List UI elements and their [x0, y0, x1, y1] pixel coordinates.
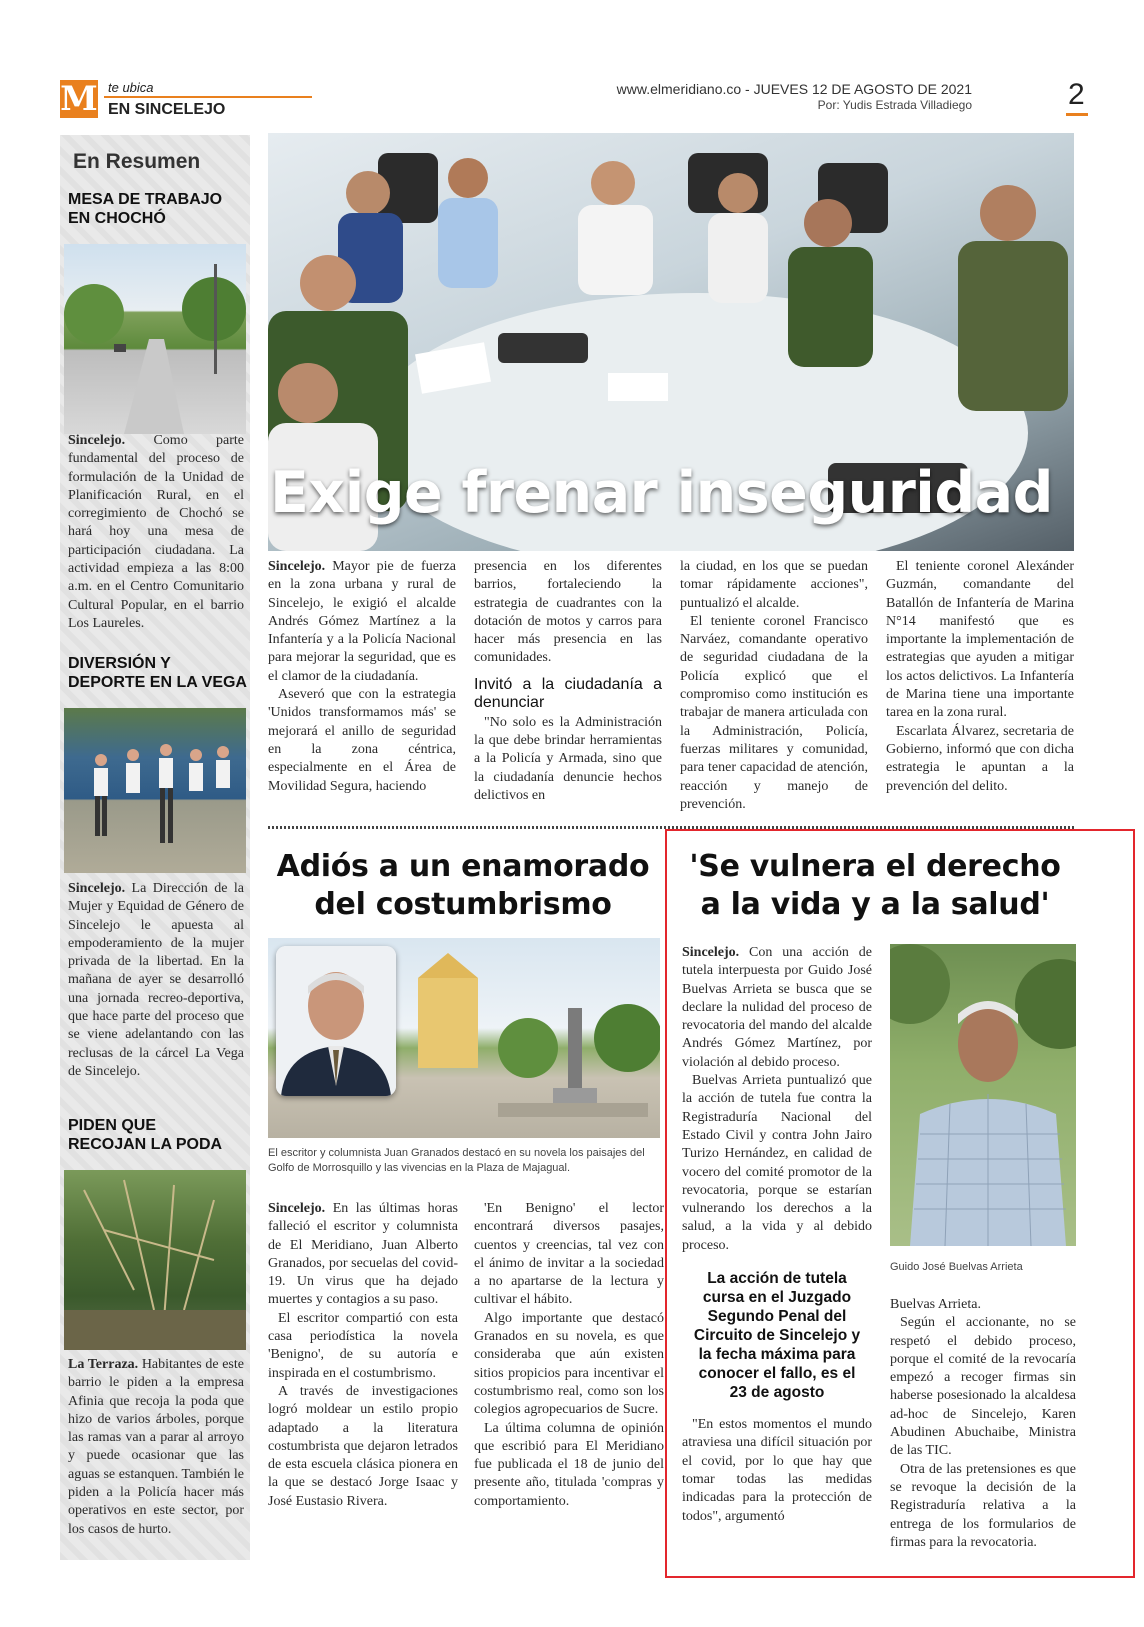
sidebar-item-text: Sincelejo. Como parte fundamental del proceso de formulación de la Unidad de Planificación Rural, en el corregimiento de Chochó se hará hoy una mesa de participación ciudadana. La actividad empieza a las 8:00 a.m. en el Centro Comunitario Cultural Popular, en el barrio Los Laureles.: [68, 433, 244, 631]
el-meridiano-logo: M: [60, 79, 98, 119]
guido-buelvas-photo: [890, 944, 1076, 1246]
site-date: www.elmeridiano.co - JUEVES 12 DE AGOSTO DE 2021: [616, 81, 972, 97]
story2-caption: El escritor y columnista Juan Granados destacó en su novela los paisajes del Golfo de Morrosquillo y las vivencias en la Plaza de Majagual.: [268, 1147, 645, 1174]
sidebar-item-text: Sincelejo. La Dirección de la Mujer y Equidad de Género de Sincelejo le apuesta al empoderamiento de la mujer privada de la libertad. En la mañana de ayer se desarrolló una jornada recreo-deportiva, que hace parte del proceso que se viene adelantando con las reclusas de la cárcel La Vega de Sincelejo.: [68, 881, 244, 1079]
juan-granados-portrait: [276, 946, 396, 1096]
sidebar-title: En Resumen: [73, 150, 201, 173]
sidebar-item-heading: PIDEN QUE RECOJAN LA PODA: [68, 1117, 223, 1153]
street-photo: [64, 244, 246, 434]
main-story-column-3: la ciudad, en los que se puedan tomar rápidamente acciones", puntualizó el alcalde. El teniente coronel Francisco Narváez, comandante operativo de seguridad ciudadana de la Policía explicó que el compromiso como institución es trabajar de manera articulada con la Administración, Policía, fuerzas militares y comunidad, para tener capacidad de atención, reacción y manejo de prevención.: [680, 559, 868, 812]
main-story-subhead: Invitó a la ciudadanía a denunciar: [474, 675, 662, 711]
story3-headline: 'Se vulnera el derecho a la vida y a la salud': [689, 849, 1061, 922]
main-story-column-2: presencia en los diferentes barrios, fortaleciendo la estrategia de cuadrantes con la dotación de motos y carros para hacer más presencia en las comunidades. Invitó a la ciudadanía a denunciar "No solo es la Administración la que debe brindar herramientas a la Policía y Armada, sino que la ciudadanía denuncie hechos delictivos en: [474, 559, 662, 803]
sidebar-item-heading: DIVERSIÓN Y DEPORTE EN LA VEGA: [68, 655, 247, 691]
story3-pullquote: La acción de tutela cursa en el Juzgado Segundo Penal del Circuito de Sincelejo y la fecha máxima para conocer el fallo, es el 23 de agosto: [693, 1270, 861, 1402]
section-tag: te ubica: [108, 80, 154, 95]
sidebar-item-text: La Terraza. Habitantes de este barrio le piden a la empresa Afinia que recoja la poda que hizo de varios árboles, porque las ramas van a parar al arroyo y puede ocasionar que las aguas se estanquen. También le piden a la Policía hacer más operativos en este sector, por los casos de hurto.: [68, 1357, 244, 1537]
story2-headline: Adiós a un enamorado del costumbrismo: [276, 849, 650, 922]
main-story-column-1: Sincelejo. Mayor pie de fuerza en la zona urbana y rural de Sincelejo, le exigió el alcalde Andrés Gómez Martínez a la Infantería y a la Policía Nacional para mejorar la seguridad, que es el clamor de la ciudadanía. Aseveró que con la estrategia 'Unidos transformamos más' se mejorará el anillo de seguridad en la zona céntrica, especialmente en el Área de Movilidad Segura, haciendo: [268, 559, 456, 794]
plaza-photo: [268, 938, 660, 1138]
women-exercise-photo: [64, 708, 246, 873]
sidebar-item-heading: MESA DE TRABAJO EN CHOCHÓ: [68, 191, 223, 227]
main-story-column-4: El teniente coronel Alexánder Guzmán, comandante del Batallón de Infantería de Marina N°14 manifestó que es importante la implementación de estrategias que ayuden a mitigar los actos delictivos. La Infantería de Marina tiene una importante tarea en la zona rural. Escarlata Álvarez, secretaria de Gobierno, informó que con dicha estrategia le apuntan a la prevención del delito.: [886, 559, 1074, 794]
byline: Por: Yudis Estrada Villadiego: [817, 98, 972, 112]
main-headline: Exige frenar inseguridad: [270, 460, 1053, 526]
story2-column-1: Sincelejo. En las últimas horas falleció el escritor y columnista de El Meridiano, Juan Alberto Granados, por secuelas del covid-19. Un virus que ha dejado muertes y contagios a su paso. El escritor compartió con esta casa periodística la novela 'Benigno', de su autoría e inspirada en el costumbrismo. A través de investigaciones logró moldear un estilo propio adaptado a la literatura costumbrista que dejaron letrados de esta escuela clásica pionera en la que se destacó Jorge Isaac y José Eustasio Rivera.: [268, 1201, 458, 1509]
story3-column-1: Sincelejo. Con una acción de tutela interpuesta por Guido José Buelvas Arrieta se busca que se declare la nulidad del proceso de revocatoria del mando del alcalde Andrés Gómez Martínez, por violación al debido proceso. Buelvas Arrieta puntualizó que la acción de tutela fue contra la Registraduría Nacional del Estado Civil y contra John Jairo Turizo Hernández, en calidad de vocero del comité promotor de la revocatoria, porque se estarían vulnerando los derechos a la salud, a la vida y al debido proceso. La acción de tutela cursa en el Juzgado Segundo Penal del Circuito de Sincelejo y la fecha máxima para conocer el fallo, es el 23 de agosto "En estos momentos el mundo atraviesa una difícil situación por el covid, por lo que hay que tomar todas las medidas indicadas para la protección de todos", argumentó: [682, 945, 872, 1524]
section-underline: [104, 96, 312, 98]
story3-caption: Guido José Buelvas Arrieta: [890, 1261, 1023, 1273]
story2-column-2: 'En Benigno' el lector encontrará diversos pasajes, cuentos y creencias, tal vez con el ánimo de invitar a la sociedad a no apartarse de la lectura y cultivar el hábito. Algo importante que destacó Granados en su novela, es que consideraba que aún existen sitios propicios para incentivar el costumbrismo real, como son los colegios agropecuarios de Sucre. La última columna de opinión que escribió para El Meridiano fue publicada el 18 de junio del presente año, titulada 'compras y comportamiento.: [474, 1201, 664, 1509]
tree-pruning-photo: [64, 1170, 246, 1350]
page-number-underline: [1066, 113, 1088, 116]
page-number: 2: [1068, 78, 1085, 111]
section-name: EN SINCELEJO: [108, 101, 226, 118]
story3-column-2: Buelvas Arrieta. Según el accionante, no se respetó el debido proceso, porque el comité de la revocaría empezó a recoger firmas sin haberse posesionado la alcaldesa ad-hoc de Sincelejo, Karen Abudinen Abuchaibe, Ministra de las TIC. Otra de las pretensiones es que se revoque la decisión de la Registraduría relativa a la entrega de los formularios de firmas para la revocatoria.: [890, 1297, 1076, 1550]
